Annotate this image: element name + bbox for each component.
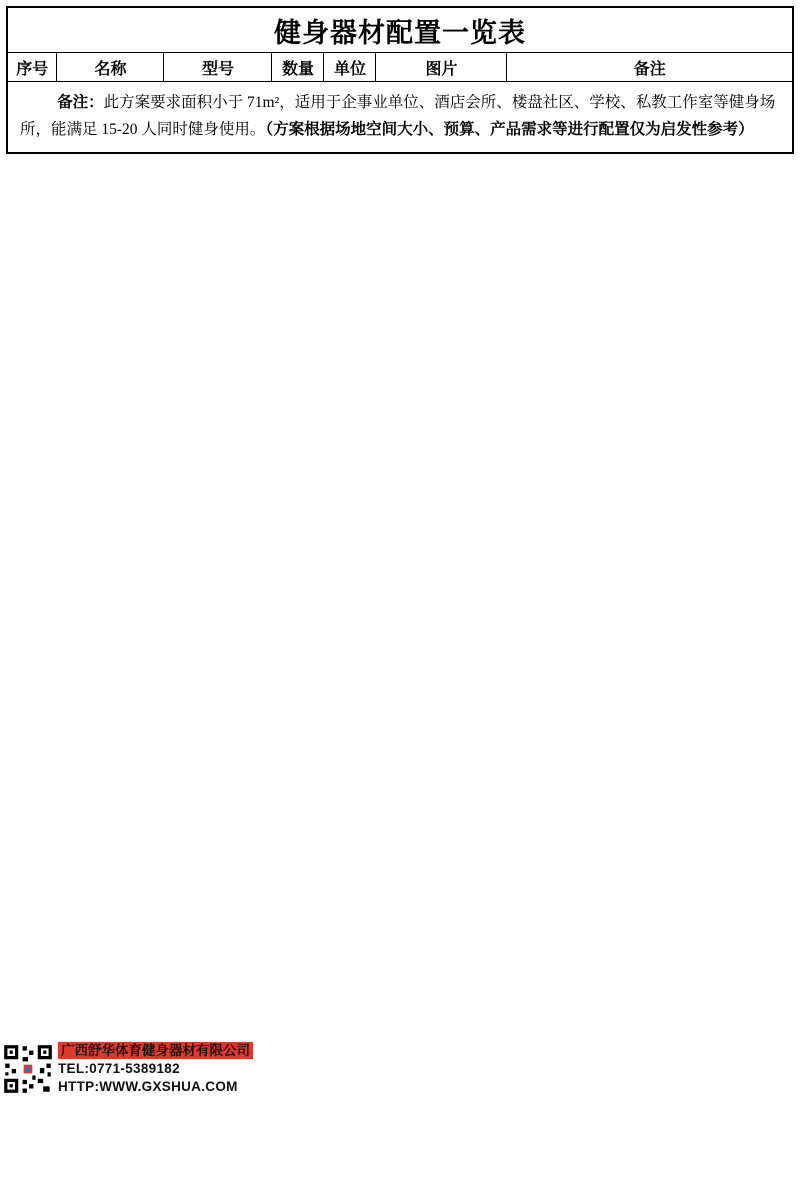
column-header-remark: 备注 — [507, 53, 793, 82]
company-watermark — [2, 1042, 253, 1101]
column-header-unit: 单位 — [324, 53, 376, 82]
column-header-serial: 序号 — [7, 53, 57, 82]
watermark-website: HTTP:WWW.GXSHUA.COM — [58, 1078, 253, 1095]
title-row — [7, 7, 793, 53]
column-header-model: 型号 — [164, 53, 272, 82]
document-page — [0, 6, 800, 1203]
footer-note-bold-tail: （方案根据场地空间大小、预算、产品需求等进行配置仅为启发性参考） — [265, 121, 754, 139]
qr-code-icon — [2, 1042, 54, 1101]
footer-note-body: 此方案要求面积小于 71m²，适用于企事业单位、酒店会所、楼盘社区、学校、私教工作室等健身场所，能满足 15-20 人同时健身使用。 — [19, 94, 776, 139]
watermark-phone: TEL:0771-5389182 — [58, 1060, 253, 1077]
watermark-company-name: 广西舒华体育健身器材有限公司 — [58, 1042, 253, 1059]
column-header-quantity: 数量 — [272, 53, 324, 82]
footer-note-label: 备注： — [57, 94, 104, 111]
column-header-picture: 图片 — [376, 53, 507, 82]
header-row — [7, 53, 793, 82]
footer-note — [7, 82, 793, 154]
footer-note-text — [20, 89, 780, 143]
page-title: 健身器材配置一览表 — [7, 7, 793, 53]
equipment-table — [6, 6, 794, 154]
footer-row — [7, 82, 793, 154]
column-header-name: 名称 — [57, 53, 164, 82]
